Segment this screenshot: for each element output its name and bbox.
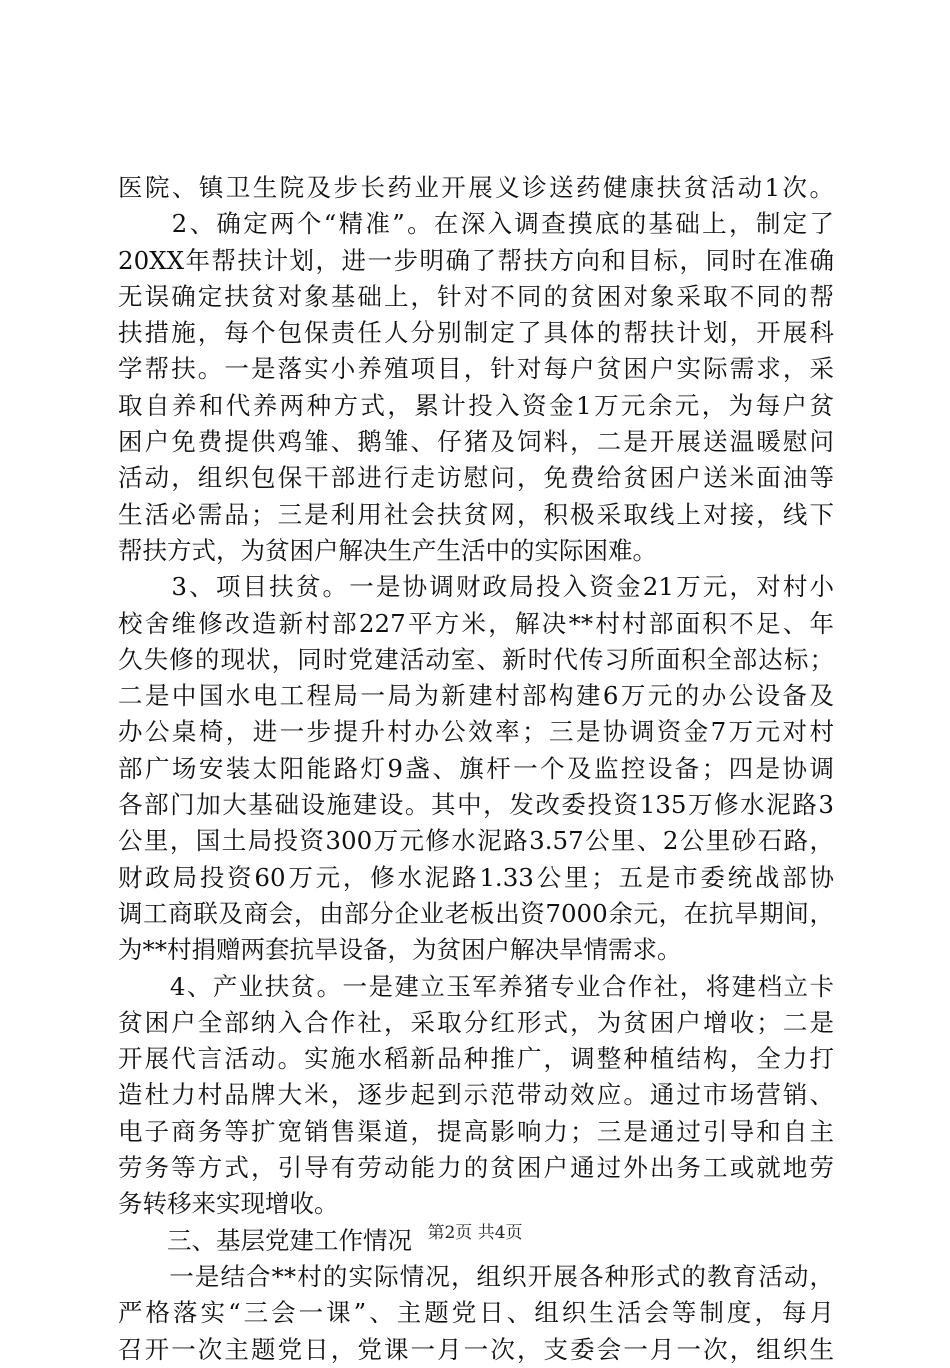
text-line: 财政局投资60万元，修水泥路1.33公里；五是市委统战部协	[118, 862, 834, 892]
text-line: 部广场安装太阳能路灯9盏、旗杆一个及监控设备；四是协调	[118, 753, 834, 783]
text-line: 久失修的现状，同时党建活动室、新时代传习所面积全部达标；	[118, 644, 834, 674]
text-line: 困户免费提供鸡雏、鹅雏、仔猪及饲料，二是开展送温暖慰问	[118, 427, 834, 457]
text-line: 造杜力村品牌大米，逐步起到示范带动效应。通过市场营销、	[118, 1080, 834, 1110]
text-line: 为**村捐赠两套抗旱设备，为贫困户解决旱情需求。	[118, 935, 682, 965]
text-line: 各部门加大基础设施建设。其中，发改委投资135万修水泥路3	[118, 790, 834, 820]
text-line: 4、产业扶贫。一是建立玉军养猪专业合作社，将建档立卡	[118, 971, 834, 1001]
text-line: 扶措施，每个包保责任人分别制定了具体的帮扶计划，开展科	[118, 318, 834, 348]
section-heading: 三、基层党建工作情况	[118, 1225, 412, 1255]
text-line: 医院、镇卫生院及步长药业开展义诊送药健康扶贫活动1次。	[118, 173, 834, 202]
text-line: 3、项目扶贫。一是协调财政局投入资金21万元，对村小	[118, 572, 834, 602]
text-line: 严格落实“三会一课”、主题党日、组织生活会等制度，每月	[118, 1298, 834, 1328]
text-line: 贫困户全部纳入合作社，采取分红形式，为贫困户增收；二是	[118, 1007, 834, 1037]
text-line: 开展代言活动。实施水稻新品种推广，调整种植结构，全力打	[118, 1044, 834, 1074]
text-line: 校舍维修改造新村部227平方米，解决**村村部面积不足、年	[118, 608, 834, 638]
text-line: 务转移来实现增收。	[118, 1189, 339, 1219]
text-line: 取自养和代养两种方式，累计投入资金1万元余元，为每户贫	[118, 390, 834, 420]
text-line: 20XX年帮扶计划，进一步明确了帮扶方向和目标，同时在准确	[118, 245, 834, 275]
text-line: 调工商联及商会，由部分企业老板出资7000余元，在抗旱期间，	[118, 898, 834, 928]
text-line: 电子商务等扩宽销售渠道，提高影响力；三是通过引导和自主	[118, 1116, 834, 1146]
text-line: 劳务等方式，引导有劳动能力的贫困户通过外出务工或就地劳	[118, 1153, 834, 1183]
text-line: 公里，国土局投资300万元修水泥路3.57公里、2公里砂石路，	[118, 826, 834, 856]
text-line: 2、确定两个“精准”。在深入调查摸底的基础上，制定了	[118, 209, 834, 239]
text-line: 生活必需品；三是利用社会扶贫网，积极采取线上对接，线下	[118, 499, 834, 529]
text-line: 无误确定扶贫对象基础上，针对不同的贫困对象采取不同的帮	[118, 281, 834, 311]
text-line: 二是中国水电工程局一局为新建村部构建6万元的办公设备及	[118, 681, 834, 711]
text-line: 办公桌椅，进一步提升村办公效率；三是协调资金7万元对村	[118, 717, 834, 747]
page-footer: 第2页 共4页	[427, 1223, 523, 1243]
text-line: 帮扶方式，为贫困户解决生产生活中的实际困难。	[118, 535, 657, 565]
text-line: 活动，组织包保干部进行走访慰问，免费给贫困户送米面油等	[118, 463, 834, 493]
body-text	[118, 170, 834, 1368]
text-line: 学帮扶。一是落实小养殖项目，针对每户贫困户实际需求，采	[118, 354, 834, 384]
text-line: 召开一次主题党日，党课一月一次，支委会一月一次，组织生	[118, 1334, 834, 1364]
text-line: 一是结合**村的实际情况，组织开展各种形式的教育活动，	[118, 1261, 834, 1291]
